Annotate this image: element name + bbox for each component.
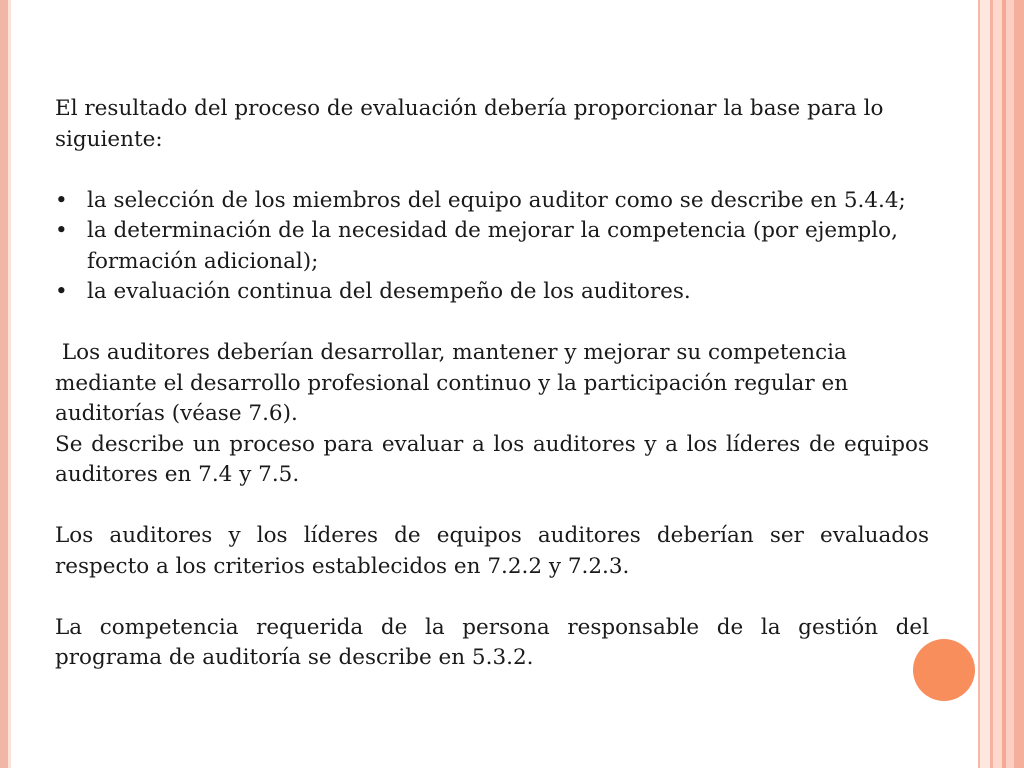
- decorative-circle-icon: [913, 639, 975, 701]
- intro-text: El resultado del proceso de evaluación debería proporcionar la base para lo siguiente:: [55, 96, 884, 152]
- bullet-list: [55, 186, 929, 308]
- bullet-item: [55, 186, 929, 217]
- right-decor-stripe: [993, 0, 1002, 768]
- paragraph-competence-development: Los auditores deberían desarrollar, mantener y mejorar su competencia mediante el desarrollo profesional continuo y la participación regular en auditorías (véase 7.6).: [55, 340, 855, 426]
- bullet-icon: •: [55, 187, 68, 213]
- left-border-stripe-light: [8, 0, 11, 768]
- right-decor-stripe: [1014, 0, 1024, 768]
- bullet-text: la selección de los miembros del equipo auditor como se describe en 5.4.4;: [87, 187, 906, 213]
- spacer: [55, 308, 929, 339]
- spacer: [55, 155, 929, 186]
- left-border-stripe: [0, 0, 8, 768]
- paragraph-evaluation-process: Se describe un proceso para evaluar a los auditores y a los líderes de equipos auditores en 7.4 y 7.5.: [55, 431, 929, 487]
- bullet-icon: •: [55, 218, 68, 243]
- slide-body: [55, 94, 929, 674]
- spacer: [55, 582, 929, 613]
- bullet-text: la determinación de la necesidad de mejorar la competencia (por ejemplo, formación adicional);: [87, 218, 898, 274]
- right-decor-stripe: [1006, 0, 1014, 768]
- paragraph-evaluation-criteria: Los auditores y los líderes de equipos auditores deberían ser evaluados respecto a los criterios establecidos en 7.2.2 y 7.2.3.: [55, 523, 929, 579]
- paragraph-programme-manager: La competencia requerida de la persona responsable de la gestión del programa de auditoría se describe en 5.3.2.: [55, 614, 929, 670]
- bullet-item: [55, 216, 929, 277]
- spacer: [55, 491, 929, 522]
- bullet-text: la evaluación continua del desempeño de los auditores.: [87, 279, 691, 304]
- bullet-icon: •: [55, 279, 68, 304]
- right-decor-stripe: [980, 0, 990, 768]
- bullet-item: [55, 277, 929, 308]
